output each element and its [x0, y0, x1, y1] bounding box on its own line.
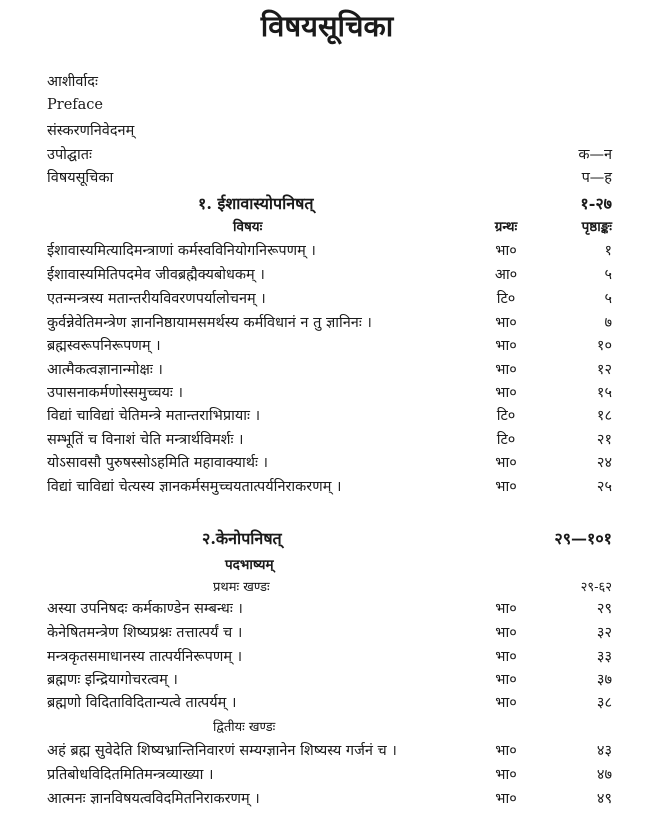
row-text: टि० [496, 291, 516, 307]
row-topic: प्रतिबोधविदितमितिमन्त्रव्याख्या । [47, 767, 214, 783]
row-page: १ [604, 243, 612, 259]
row-text: भा० [495, 315, 517, 331]
row-text: भा० [495, 649, 517, 665]
row-page: ३३ [596, 649, 612, 665]
row-topic: मन्त्रकृतसमाधानस्य तात्पर्यनिरूपणम् । [47, 649, 243, 665]
row-text: भा० [495, 362, 517, 378]
front-matter-page: क—न [578, 147, 612, 163]
row-topic: कुर्वन्नेवेतिमन्त्रेण ज्ञाननिष्ठायामसमर्थस्य कर्मविधानं न तु ज्ञानिनः । [47, 315, 372, 331]
row-page: ४३ [596, 743, 612, 759]
row-text: भा० [495, 791, 517, 807]
row-page: १२ [596, 362, 612, 378]
row-page: २४ [596, 455, 612, 471]
row-page: २१ [596, 432, 612, 448]
row-text: भा० [495, 385, 517, 401]
row-page: १८ [596, 408, 612, 424]
row-topic: केनेषितमन्त्रेण शिष्यप्रश्नः तत्तात्पर्यं च । [47, 625, 243, 641]
row-page: ३७ [596, 672, 612, 688]
row-text: भा० [495, 743, 517, 759]
row-topic: ब्रह्मस्वरूपनिरूपणम् । [47, 338, 161, 354]
row-topic: आत्मनः ज्ञानविषयत्वविदमितनिराकरणम् । [47, 791, 260, 807]
row-text: भा० [495, 601, 517, 617]
row-text: टि० [496, 432, 516, 448]
row-text: भा० [495, 625, 517, 641]
row-page: १० [596, 338, 612, 354]
row-topic: विद्यां चाविद्यां चेत्यस्य ज्ञानकर्मसमुच्चयतात्पर्यनिराकरणम् । [47, 479, 342, 495]
row-topic: आत्मैकत्वज्ञानान्मोक्षः । [47, 362, 163, 378]
row-topic: ईशावास्यमितिपदमेव जीवब्रह्मैक्यबोधकम् । [47, 267, 265, 283]
row-page: ४७ [596, 767, 612, 783]
row-page: ५ [604, 291, 612, 307]
row-text: भा० [495, 695, 517, 711]
part-label: द्वितीयः खण्डः [213, 720, 276, 735]
row-page: ४९ [596, 791, 612, 807]
section-title: १. ईशावास्योपनिषत् [198, 194, 314, 213]
front-matter-item: Preface [47, 97, 103, 113]
front-matter-item: उपोद्घातः [47, 147, 92, 163]
row-topic: एतन्मन्त्रस्य मतान्तरीयविवरणपर्यालोचनम् । [47, 291, 266, 307]
section-title: २.केनोपनिषत् [202, 529, 282, 548]
row-topic: अहं ब्रह्म सुवेदेति शिष्यभ्रान्तिनिवारणं सम्यग्ज्ञानेन शिष्यस्य गर्जनं च । [47, 743, 397, 759]
row-text: भा० [495, 672, 517, 688]
column-header-topic: विषयः [233, 219, 263, 235]
row-topic: उपासनाकर्मणोस्समुच्चयः । [47, 385, 183, 401]
section-page-range: २९—१०१ [554, 529, 612, 548]
front-matter-page: प—ह [581, 170, 612, 186]
row-page: १५ [596, 385, 612, 401]
front-matter-item: संस्करणनिवेदनम् [47, 123, 135, 139]
part-page-range: २९-६२ [580, 580, 612, 595]
row-page: ३२ [596, 625, 612, 641]
front-matter-item: आशीर्वादः [47, 74, 98, 90]
row-text: भा० [495, 455, 517, 471]
row-topic: ब्रह्मणो विदिताविदितान्यत्वे तात्पर्यम् । [47, 695, 237, 711]
section-page-range: १-२७ [580, 194, 612, 213]
row-page: ३८ [596, 695, 612, 711]
row-page: २५ [596, 479, 612, 495]
column-header-text: ग्रन्थः [494, 219, 518, 235]
row-topic: सम्भूतिं च विनाशं चेति मन्त्रार्थविमर्शः । [47, 432, 244, 448]
row-page: ७ [604, 315, 612, 331]
row-topic: ईशावास्यमित्यादिमन्त्राणां कर्मस्वविनियोगनिरूपणम् । [47, 243, 316, 259]
row-text: भा० [495, 338, 517, 354]
row-topic: ब्रह्मणः इन्द्रियागोचरत्वम् । [47, 672, 178, 688]
page-title: विषयसूचिका [260, 9, 394, 43]
row-topic: योऽसावसौ पुरुषस्सोऽहमिति महावाक्यार्थः । [47, 455, 269, 471]
subsection-heading: पदभाष्यम् [225, 557, 274, 573]
row-text: आ० [494, 267, 518, 283]
row-text: भा० [495, 479, 517, 495]
row-topic: अस्या उपनिषदः कर्मकाण्डेन सम्बन्धः । [47, 601, 243, 617]
front-matter-item: विषयसूचिका [47, 170, 114, 186]
row-text: टि० [496, 408, 516, 424]
column-header-page: पृष्ठाङ्कः [581, 219, 612, 235]
row-page: २९ [596, 601, 612, 617]
part-label: प्रथमः खण्डः [213, 580, 270, 595]
row-topic: विद्यां चाविद्यां चेतिमन्त्रे मतान्तराभिप्रायाः । [47, 408, 261, 424]
row-text: भा० [495, 243, 517, 259]
row-page: ५ [604, 267, 612, 283]
row-text: भा० [495, 767, 517, 783]
